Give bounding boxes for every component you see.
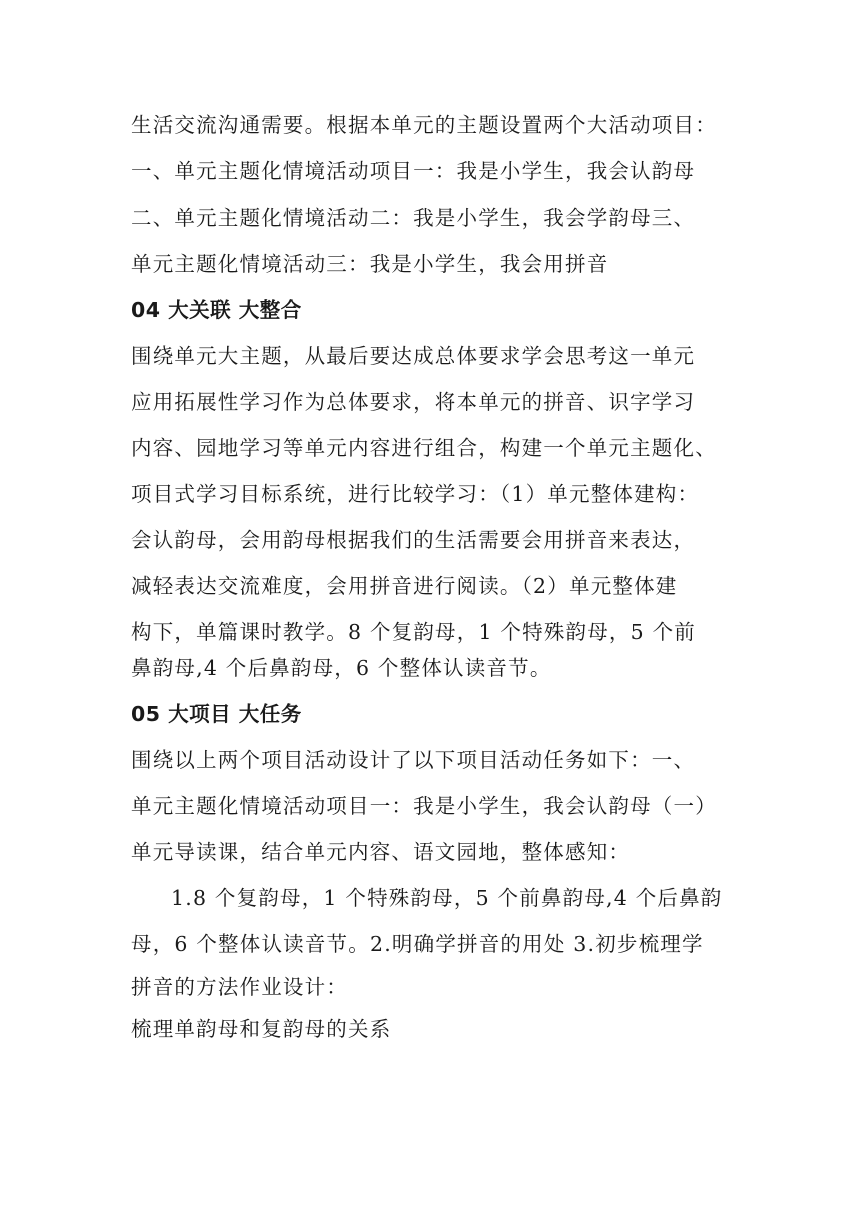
- paragraph-line: 单元导读课，结合单元内容、语文园地，整体感知：: [131, 840, 631, 864]
- paragraph-line: 内容、园地学习等单元内容进行组合，构建一个单元主题化、: [131, 436, 717, 460]
- paragraph-line: 鼻韵母,4 个后鼻韵母，6 个整体认读音节。: [131, 656, 552, 680]
- paragraph-line: 梳理单韵母和复韵母的关系: [131, 1017, 392, 1041]
- paragraph-line: 一、单元主题化情境活动项目一：我是小学生，我会认韵母: [131, 159, 696, 183]
- paragraph-line: 项目式学习目标系统，进行比较学习：（1）单元整体建构：: [131, 482, 700, 506]
- paragraph-line: 拼音的方法作业设计：: [131, 975, 348, 999]
- paragraph-line: 生活交流沟通需要。根据本单元的主题设置两个大活动项目：: [131, 113, 717, 137]
- paragraph-line: 二、单元主题化情境活动二：我是小学生，我会学韵母三、: [131, 206, 696, 230]
- paragraph-line: 单元主题化情境活动项目一：我是小学生，我会认韵母（一）: [131, 794, 717, 818]
- paragraph-line: 减轻表达交流难度，会用拼音进行阅读。（2）单元整体建: [131, 574, 678, 598]
- section-heading-04: 04 大关联 大整合: [131, 298, 302, 322]
- paragraph-line: 应用拓展性学习作为总体要求，将本单元的拼音、识字学习: [131, 390, 696, 414]
- paragraph-line: 母，6 个整体认读音节。2.明确学拼音的用处 3.初步梳理学: [131, 932, 704, 956]
- paragraph-line: 1.8 个复韵母，1 个特殊韵母，5 个前鼻韵母,4 个后鼻韵: [171, 886, 723, 910]
- paragraph-line: 构下，单篇课时教学。8 个复韵母，1 个特殊韵母，5 个前: [131, 620, 696, 644]
- section-heading-05: 05 大项目 大任务: [131, 702, 302, 726]
- paragraph-line: 单元主题化情境活动三：我是小学生，我会用拼音: [131, 252, 609, 276]
- paragraph-line: 会认韵母，会用韵母根据我们的生活需要会用拼音来表达，: [131, 528, 696, 552]
- paragraph-line: 围绕单元大主题，从最后要达成总体要求学会思考这一单元: [131, 344, 696, 368]
- paragraph-line: 围绕以上两个项目活动设计了以下项目活动任务如下：一、: [131, 748, 696, 772]
